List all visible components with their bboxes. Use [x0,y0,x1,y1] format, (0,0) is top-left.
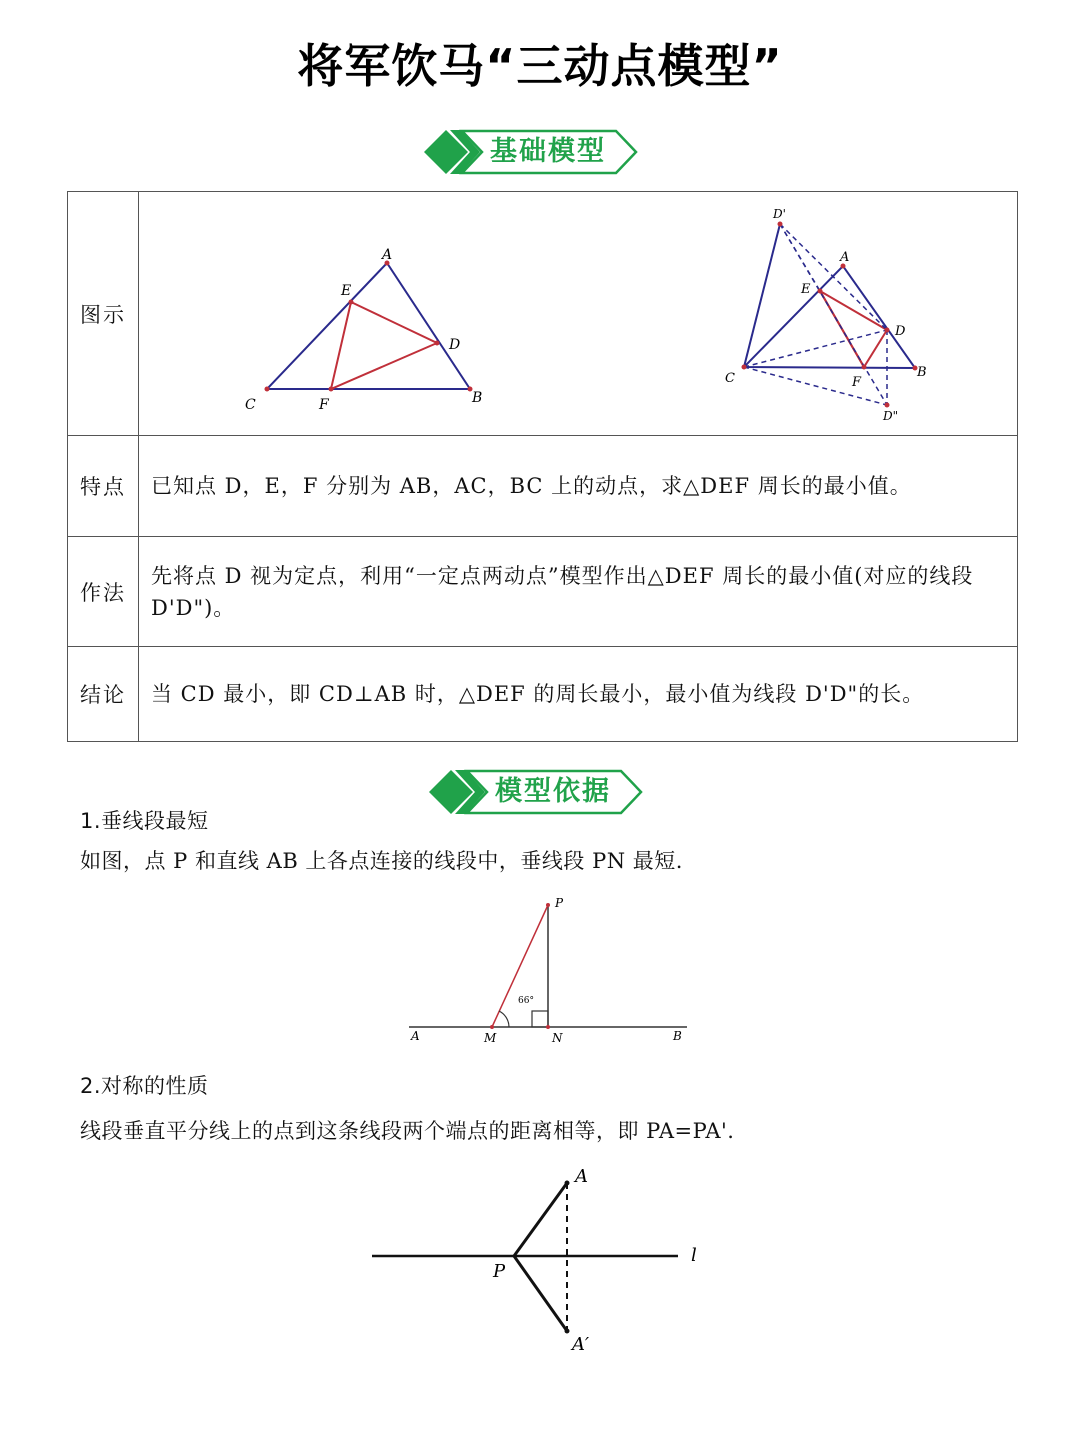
row-content-conclusion: 当 CD 最小，即 CD⊥AB 时，△DEF 的周长最小，最小值为线段 D'D"的长。 [139,647,1018,742]
label-l: l [691,1245,697,1266]
table-row-diagram [68,192,1018,436]
figure-symmetry [370,1165,710,1355]
label-F: F [319,397,329,413]
label-B: B [917,365,927,380]
row-label-conclusion: 结论 [68,647,139,742]
label-E: E [801,282,811,297]
diagram-cell [139,192,1018,436]
table-row-method [68,537,1018,647]
label-A: A [575,1166,588,1187]
label-A-prime: A′ [572,1334,590,1355]
label-B: B [472,390,483,406]
section-banner-basis [425,768,645,816]
row-content-feature: 已知点 D，E，F 分别为 AB，AC，BC 上的动点，求△DEF 周长的最小值。 [139,436,1018,537]
figure-triangle-basic [239,247,539,427]
table-row-feature [68,436,1018,537]
item1-text: 如图，点 P 和直线 AB 上各点连接的线段中，垂线段 PN 最短. [80,849,683,873]
label-A: A [411,1029,420,1043]
label-D: D [449,337,461,353]
table-row-conclusion [68,647,1018,742]
row-content-method: 先将点 D 视为定点，利用“一定点两动点”模型作出△DEF 周长的最小值(对应的线段 D'D")。 [139,537,1018,647]
label-B: B [673,1029,682,1043]
label-C: C [725,371,735,386]
section-title-basis: 模型依据 [495,776,611,807]
figure-triangle-reflection [719,204,959,424]
angle-label: 66° [518,996,534,1006]
row-label-method: 作法 [68,537,139,647]
model-table [67,191,1018,742]
item2-title: 2.对称的性质 [80,1074,209,1098]
figure-perpendicular [405,895,705,1050]
section-title-basic: 基础模型 [490,136,606,167]
label-D-double-prime: D" [883,409,899,423]
label-A: A [382,247,393,263]
label-C: C [245,397,256,413]
item1-title: 1.垂线段最短 [80,809,209,833]
label-M: M [484,1031,497,1045]
label-E: E [341,283,352,299]
label-N: N [552,1031,563,1045]
section-banner-basic [420,128,640,176]
page-title: 将军饮马“三动点模型” [297,39,783,93]
label-P: P [555,896,564,910]
label-P: P [493,1261,506,1282]
label-F: F [852,375,862,390]
label-A: A [840,250,850,265]
row-label-feature: 特点 [68,436,139,537]
label-D: D [895,324,906,339]
label-D-prime: D' [773,207,786,221]
row-label-diagram: 图示 [68,192,139,436]
item2-text: 线段垂直平分线上的点到这条线段两个端点的距离相等，即 PA=PA'. [80,1119,735,1143]
